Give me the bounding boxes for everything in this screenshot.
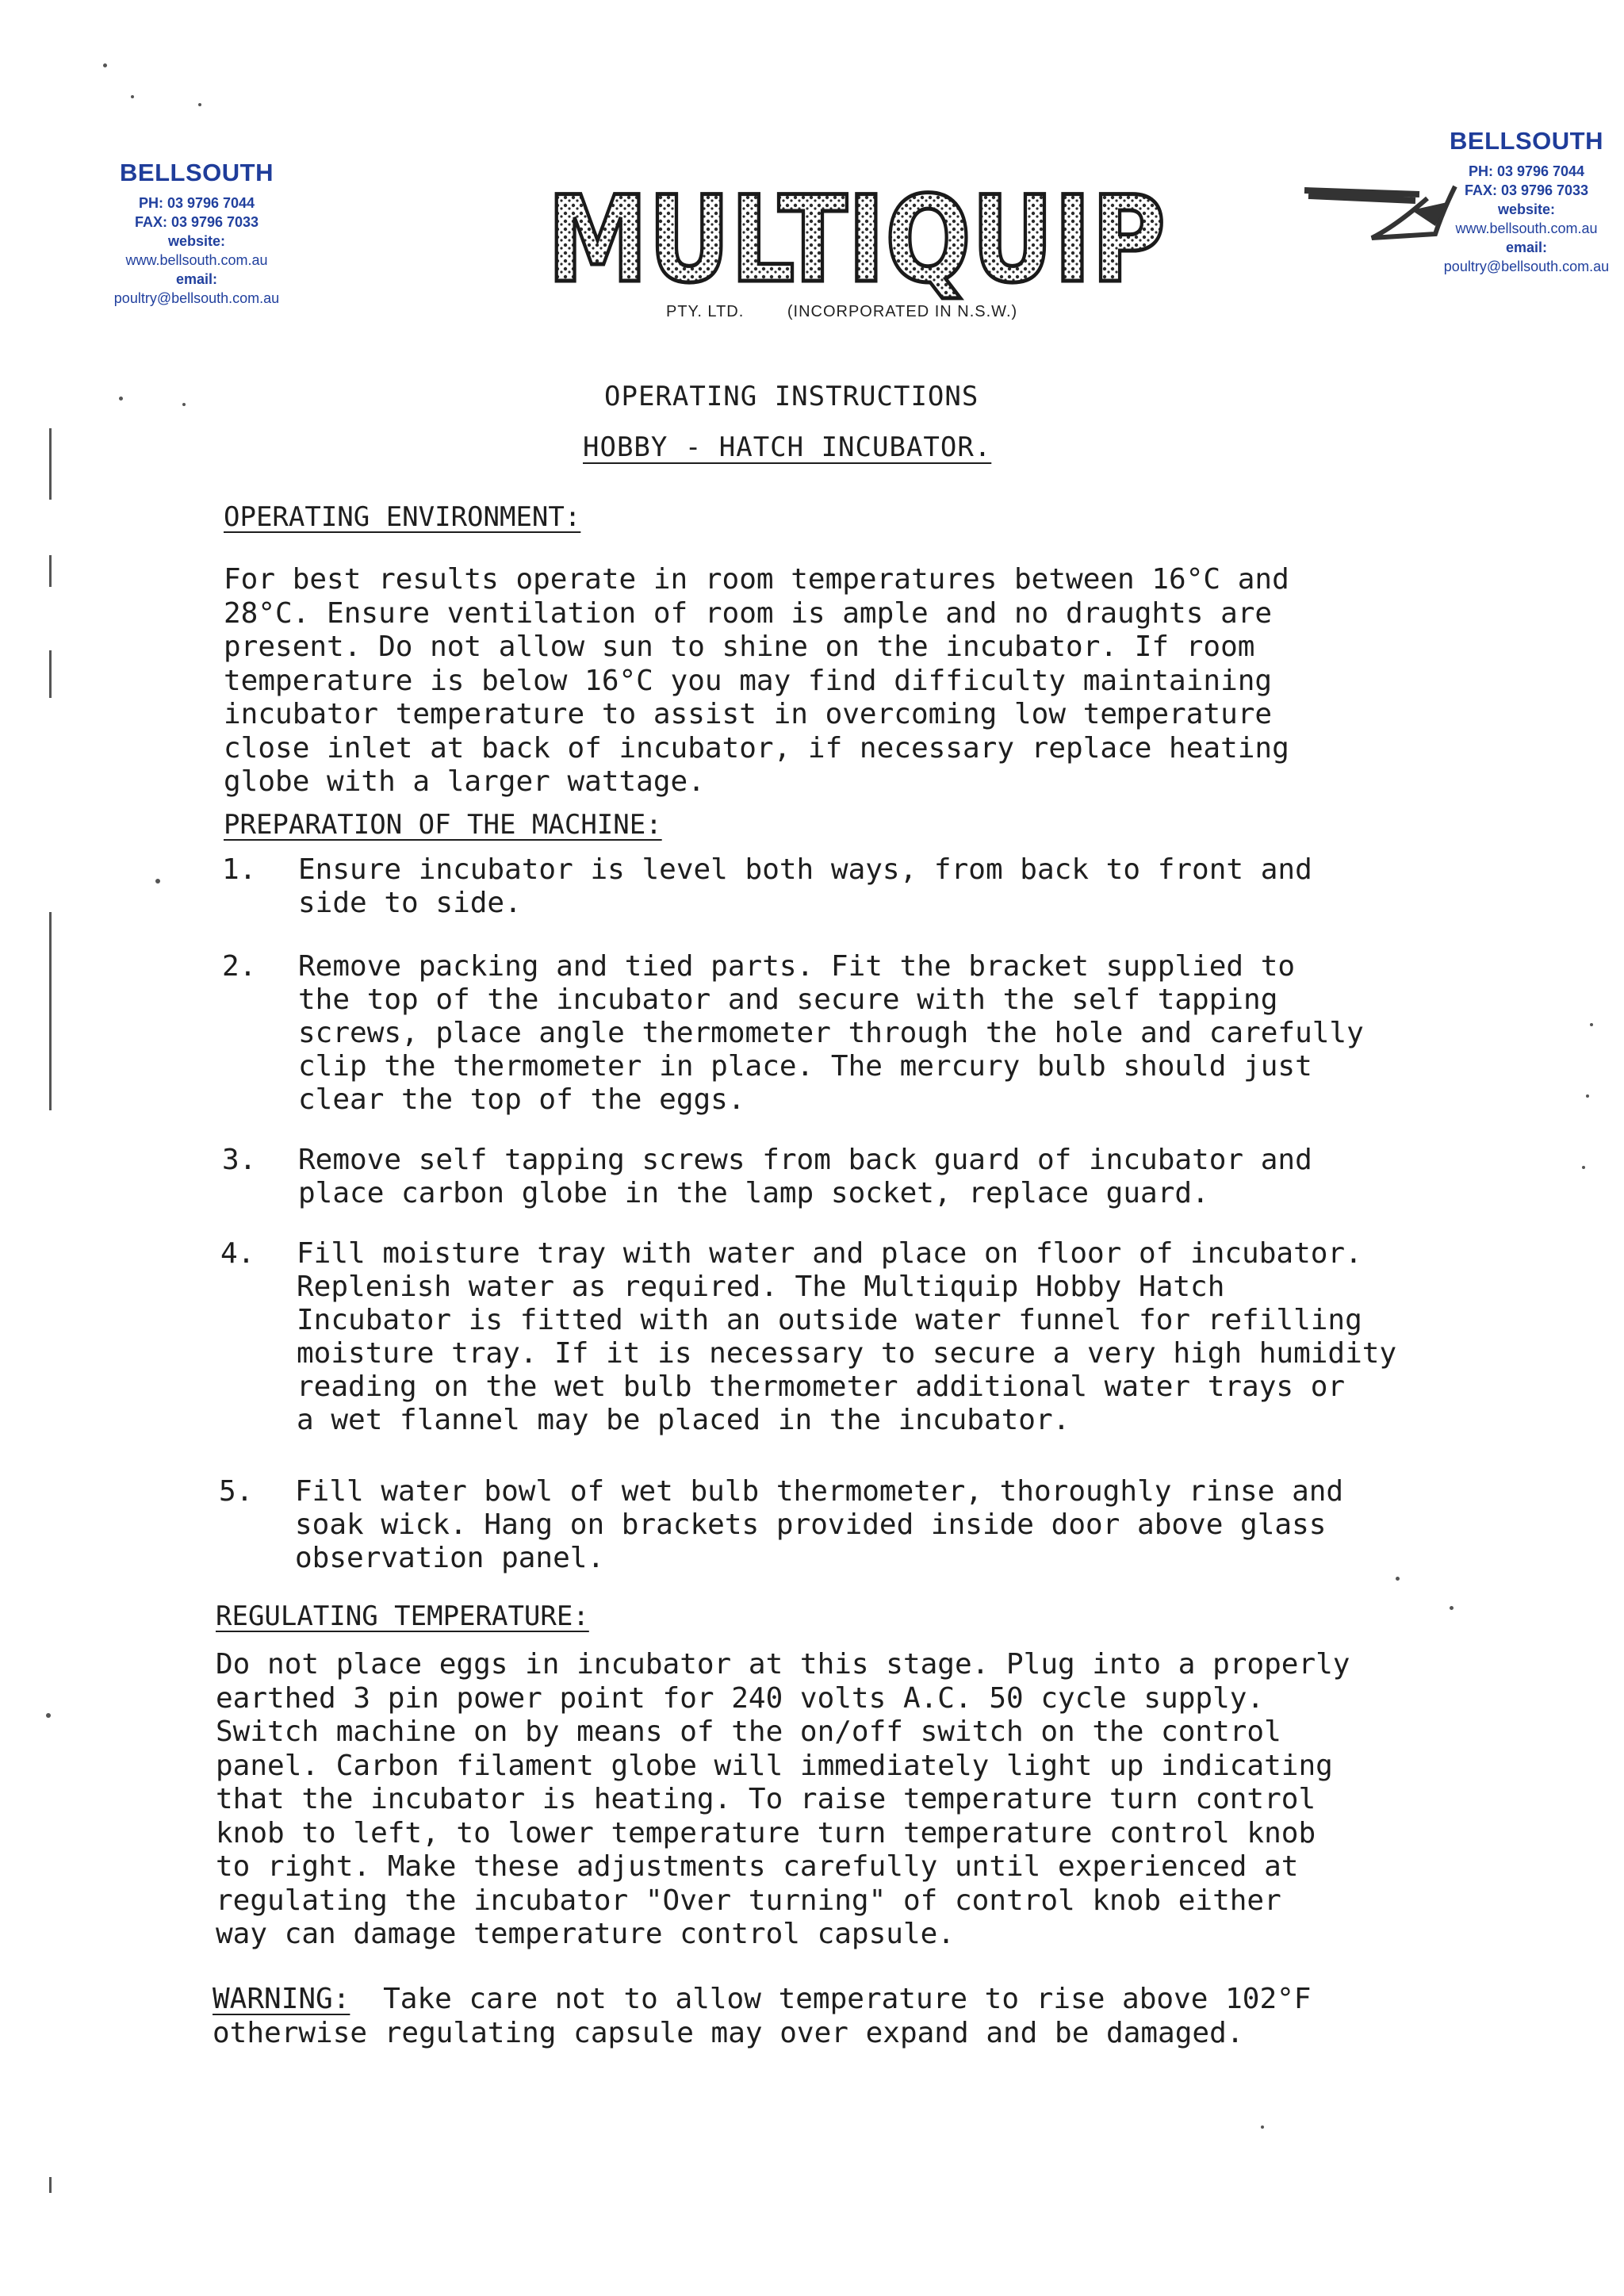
document-title: OPERATING INSTRUCTIONS [604, 381, 979, 412]
stamp-phone: PH: 03 9796 7044 [1468, 163, 1585, 179]
text-line: Remove self tapping screws from back guard of incubator and [298, 1144, 1312, 1176]
text-line: Do not place eggs in incubator at this stage. Plug into a properly [216, 1648, 1350, 1681]
scribble-mark [1300, 178, 1459, 266]
warning-paragraph [213, 1983, 1311, 2050]
scan-margin-mark [49, 912, 52, 1110]
scan-speck [1590, 1023, 1593, 1026]
incorporated-note: (INCORPORATED IN N.S.W.) [787, 303, 1018, 320]
scan-speck [182, 403, 186, 406]
stamp-email: poultry@bellsouth.com.au [1443, 259, 1610, 274]
logo-text: MULTIQUIP [547, 179, 1166, 306]
text-line: the top of the incubator and secure with the self tapping [298, 983, 1278, 1016]
text-line: side to side. [298, 887, 522, 919]
text-line: to right. Make these adjustments carefully until experienced at [216, 1850, 1299, 1883]
scan-speck [198, 103, 201, 106]
text-line: regulating the incubator "Over turning" of control knob either [216, 1884, 1281, 1917]
scan-margin-mark [49, 555, 52, 587]
scan-speck [46, 1713, 51, 1718]
section-heading-operating-environment: OPERATING ENVIRONMENT: [224, 501, 581, 533]
text-line: For best results operate in room temperatures between 16°C and [224, 563, 1289, 596]
multiquip-logo [539, 179, 1174, 306]
text-line: screws, place angle thermometer through the hole and carefully [298, 1017, 1364, 1049]
list-item-number: 3. [222, 1144, 257, 1176]
list-item-number: 1. [222, 853, 257, 886]
stamp-website: www.bellsouth.com.au [125, 252, 268, 268]
stamp-brand: BELLSOUTH [120, 159, 274, 186]
stamp-email-label: email: [1505, 240, 1548, 255]
scan-speck [1586, 1094, 1589, 1098]
bellsouth-stamp-left [94, 159, 300, 308]
text-line: Remove packing and tied parts. Fit the bracket supplied to [298, 950, 1296, 983]
regulating-temperature-paragraph [216, 1648, 1350, 1952]
text-line: Replenish water as required. The Multiquip Hobby Hatch [297, 1271, 1225, 1303]
stamp-fax: FAX: 03 9796 7033 [1464, 182, 1589, 198]
stamp-brand: BELLSOUTH [1450, 127, 1603, 155]
text-line: globe with a larger wattage. [224, 765, 705, 798]
text-line: Ensure incubator is level both ways, from back to front and [298, 853, 1312, 886]
text-line: Fill water bowl of wet bulb thermometer, thoroughly rinse and [295, 1475, 1344, 1508]
section-heading-preparation: PREPARATION OF THE MACHINE: [224, 809, 662, 841]
warning-text: Take care not to allow temperature to rise above 102°F [383, 1983, 1312, 2015]
text-line: way can damage temperature control capsule. [216, 1918, 955, 1950]
list-item-number: 2. [222, 950, 257, 983]
scan-speck [1396, 1577, 1400, 1581]
scan-margin-mark [49, 2177, 52, 2193]
stamp-fax: FAX: 03 9796 7033 [134, 214, 259, 230]
text-line: Fill moisture tray with water and place on floor of incubator. [297, 1237, 1362, 1270]
text-line: a wet flannel may be placed in the incubator. [297, 1404, 1071, 1436]
stamp-email-label: email: [175, 271, 218, 287]
stamp-email: poultry@bellsouth.com.au [113, 290, 280, 306]
stamp-website-label: website: [1497, 201, 1556, 217]
warning-label: WARNING: [213, 1983, 350, 2015]
text-line: clear the top of the eggs. [298, 1083, 745, 1116]
scan-speck [131, 95, 134, 98]
stamp-website-label: website: [167, 233, 226, 249]
scan-speck [119, 397, 123, 401]
scan-margin-mark [49, 650, 52, 698]
logo-subtitle [666, 303, 1078, 321]
text-line: clip the thermometer in place. The mercury bulb should just [298, 1050, 1312, 1083]
text-line: observation panel. [295, 1542, 605, 1574]
operating-environment-paragraph [224, 563, 1289, 799]
text-line: knob to left, to lower temperature turn temperature control knob [216, 1816, 1316, 1849]
document-subtitle: HOBBY - HATCH INCUBATOR. [583, 431, 992, 463]
text-line: earthed 3 pin power point for 240 volts A.C. 50 cycle supply. [216, 1681, 1265, 1715]
text-line: Switch machine on by means of the on/off switch on the control [216, 1715, 1281, 1748]
text-line: soak wick. Hang on brackets provided inside door above glass [295, 1508, 1327, 1541]
list-item-number: 5. [219, 1475, 254, 1508]
text-line: place carbon globe in the lamp socket, replace guard. [298, 1177, 1209, 1209]
stamp-website: www.bellsouth.com.au [1455, 220, 1598, 236]
scan-speck [1582, 1166, 1585, 1169]
text-line: temperature is below 16°C you may find difficulty maintaining [224, 664, 1273, 697]
text-line: that the incubator is heating. To raise temperature turn control [216, 1783, 1316, 1815]
stamp-phone: PH: 03 9796 7044 [138, 195, 255, 211]
text-line: panel. Carbon filament globe will immediately light up indicating [216, 1749, 1333, 1782]
text-line: present. Do not allow sun to shine on the incubator. If room [224, 631, 1255, 663]
scan-speck [103, 63, 107, 67]
warning-text: otherwise regulating capsule may over expand and be damaged. [213, 2016, 1244, 2049]
list-item-number: 4. [220, 1237, 255, 1270]
text-line: Incubator is fitted with an outside water funnel for refilling [297, 1304, 1362, 1336]
scan-margin-mark [49, 428, 52, 500]
section-heading-regulating-temperature: REGULATING TEMPERATURE: [216, 1600, 589, 1632]
scan-speck [1261, 2125, 1264, 2129]
text-line: moisture tray. If it is necessary to secure a very high humidity [297, 1337, 1397, 1370]
scan-speck [1450, 1606, 1454, 1610]
company-suffix: PTY. LTD. [666, 303, 745, 320]
text-line: 28°C. Ensure ventilation of room is ample and no draughts are [224, 596, 1273, 630]
text-line: reading on the wet bulb thermometer additional water trays or [297, 1370, 1346, 1403]
scan-speck [155, 879, 160, 884]
text-line: incubator temperature to assist in overcoming low temperature [224, 698, 1273, 730]
text-line: close inlet at back of incubator, if necessary replace heating [224, 731, 1289, 765]
